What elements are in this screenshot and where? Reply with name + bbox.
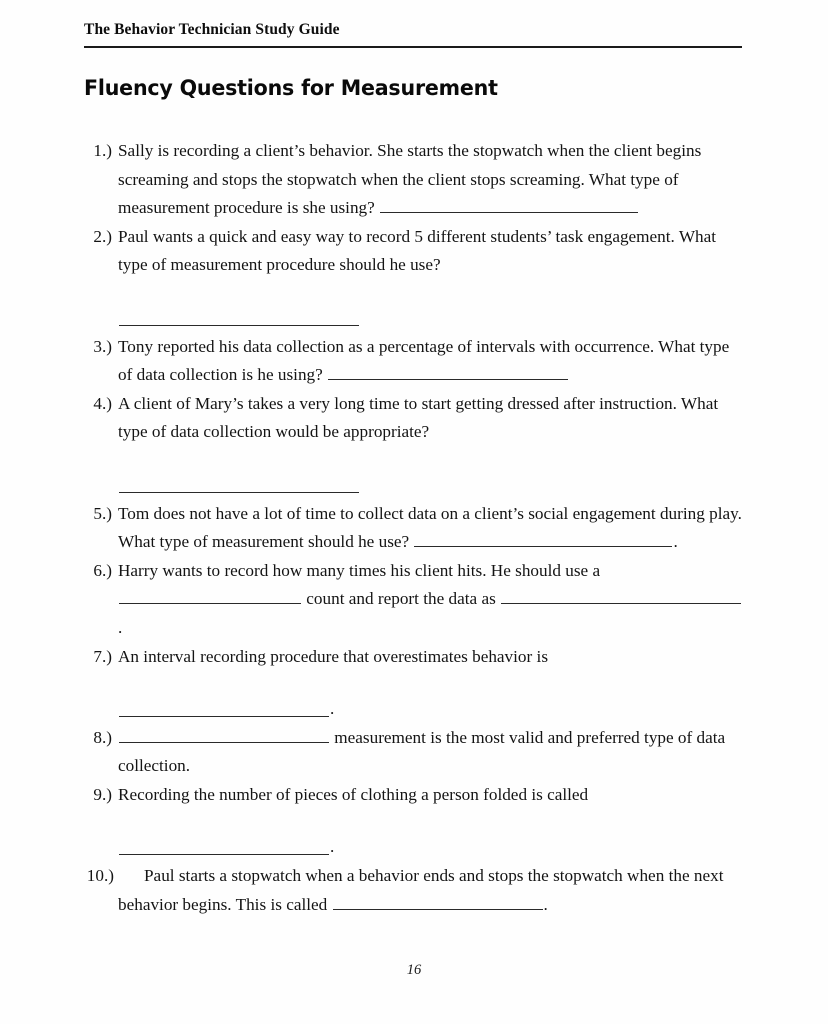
question-text: Tom does not have a lot of time to collect data on a client’s social engagement during play. What type of measurement should he use? [118, 503, 742, 552]
page-number: 16 [406, 962, 422, 978]
header-rule [84, 46, 742, 48]
page-title: Fluency Questions for Measurement [84, 76, 498, 100]
question-text-trailing: . [330, 837, 335, 857]
question-number: 9.) [93, 784, 112, 804]
answer-blank-line [118, 695, 744, 724]
question-number: 6.) [93, 560, 112, 580]
question-number: 7.) [93, 646, 112, 666]
question-body [118, 643, 744, 724]
question-item-7 [84, 643, 744, 724]
question-item-2 [84, 223, 744, 333]
question-item-6 [84, 557, 744, 643]
question-number: 10.) [86, 866, 114, 886]
answer-blank-line [118, 304, 744, 333]
question-text: Paul wants a quick and easy way to record 5 different students’ task engagement. What type of measurement procedure should he use? [118, 226, 717, 275]
answer-blank[interactable] [119, 476, 359, 493]
question-list [84, 137, 744, 919]
question-body [118, 333, 744, 390]
answer-blank[interactable] [414, 530, 672, 547]
question-text-trailing: . [673, 532, 678, 552]
question-text: Paul starts a stopwatch when a behavior ends and stops the stopwatch when the next behavior begins. This is called [118, 866, 724, 914]
question-text-trailing: . [543, 894, 548, 914]
question-body [118, 557, 744, 643]
answer-blank[interactable] [328, 363, 568, 380]
question-body [118, 500, 744, 557]
answer-blank[interactable] [119, 700, 329, 717]
question-item-5 [84, 500, 744, 557]
answer-blank[interactable] [380, 196, 638, 213]
answer-blank[interactable] [501, 588, 741, 605]
question-number: 5.) [93, 503, 112, 523]
question-text-middle: count and report the data as [306, 589, 496, 609]
answer-blank[interactable] [119, 839, 329, 856]
question-item-8 [84, 724, 744, 781]
answer-blank[interactable] [119, 309, 359, 326]
question-item-10 [84, 862, 744, 919]
question-text: A client of Mary’s takes a very long time to start getting dressed after instruction. What type of data collection would be appropriate? [118, 393, 719, 442]
question-body [118, 137, 744, 223]
answer-blank[interactable] [333, 893, 543, 910]
question-number: 8.) [93, 727, 112, 747]
question-body [118, 390, 744, 500]
answer-blank-line [118, 833, 744, 862]
running-header [84, 20, 742, 48]
question-text: Recording the number of pieces of clothing a person folded is called [118, 784, 589, 804]
question-body [118, 223, 744, 333]
question-text: An interval recording procedure that overestimates behavior is [118, 646, 549, 666]
question-text-middle: measurement is the most valid and preferred type of data collection. [118, 727, 726, 776]
question-text-trailing: . [330, 699, 335, 719]
question-text-trailing: . [118, 617, 123, 637]
question-number: 1.) [93, 141, 112, 160]
question-item-1 [84, 137, 744, 223]
question-body [118, 724, 744, 781]
question-body [118, 781, 744, 862]
answer-blank[interactable] [119, 588, 301, 605]
question-text: Sally is recording a client’s behavior. She starts the stopwatch when the client begins screaming and stops the stopwatch when the client stops screaming. What type of measurement procedure is she using? [118, 141, 702, 218]
question-text: Tony reported his data collection as a percentage of intervals with occurrence. What type of data collection is he using? [118, 336, 730, 385]
answer-blank-line [118, 471, 744, 500]
question-item-4 [84, 390, 744, 500]
question-number: 3.) [93, 336, 112, 356]
question-text: Harry wants to record how many times his client hits. He should use a [118, 560, 601, 580]
answer-blank[interactable] [119, 726, 329, 743]
question-number: 2.) [93, 226, 112, 246]
question-item-9 [84, 781, 744, 862]
question-number: 4.) [93, 393, 112, 413]
running-header-title: The Behavior Technician Study Guide [84, 21, 340, 38]
question-body [118, 862, 744, 919]
question-item-3 [84, 333, 744, 390]
